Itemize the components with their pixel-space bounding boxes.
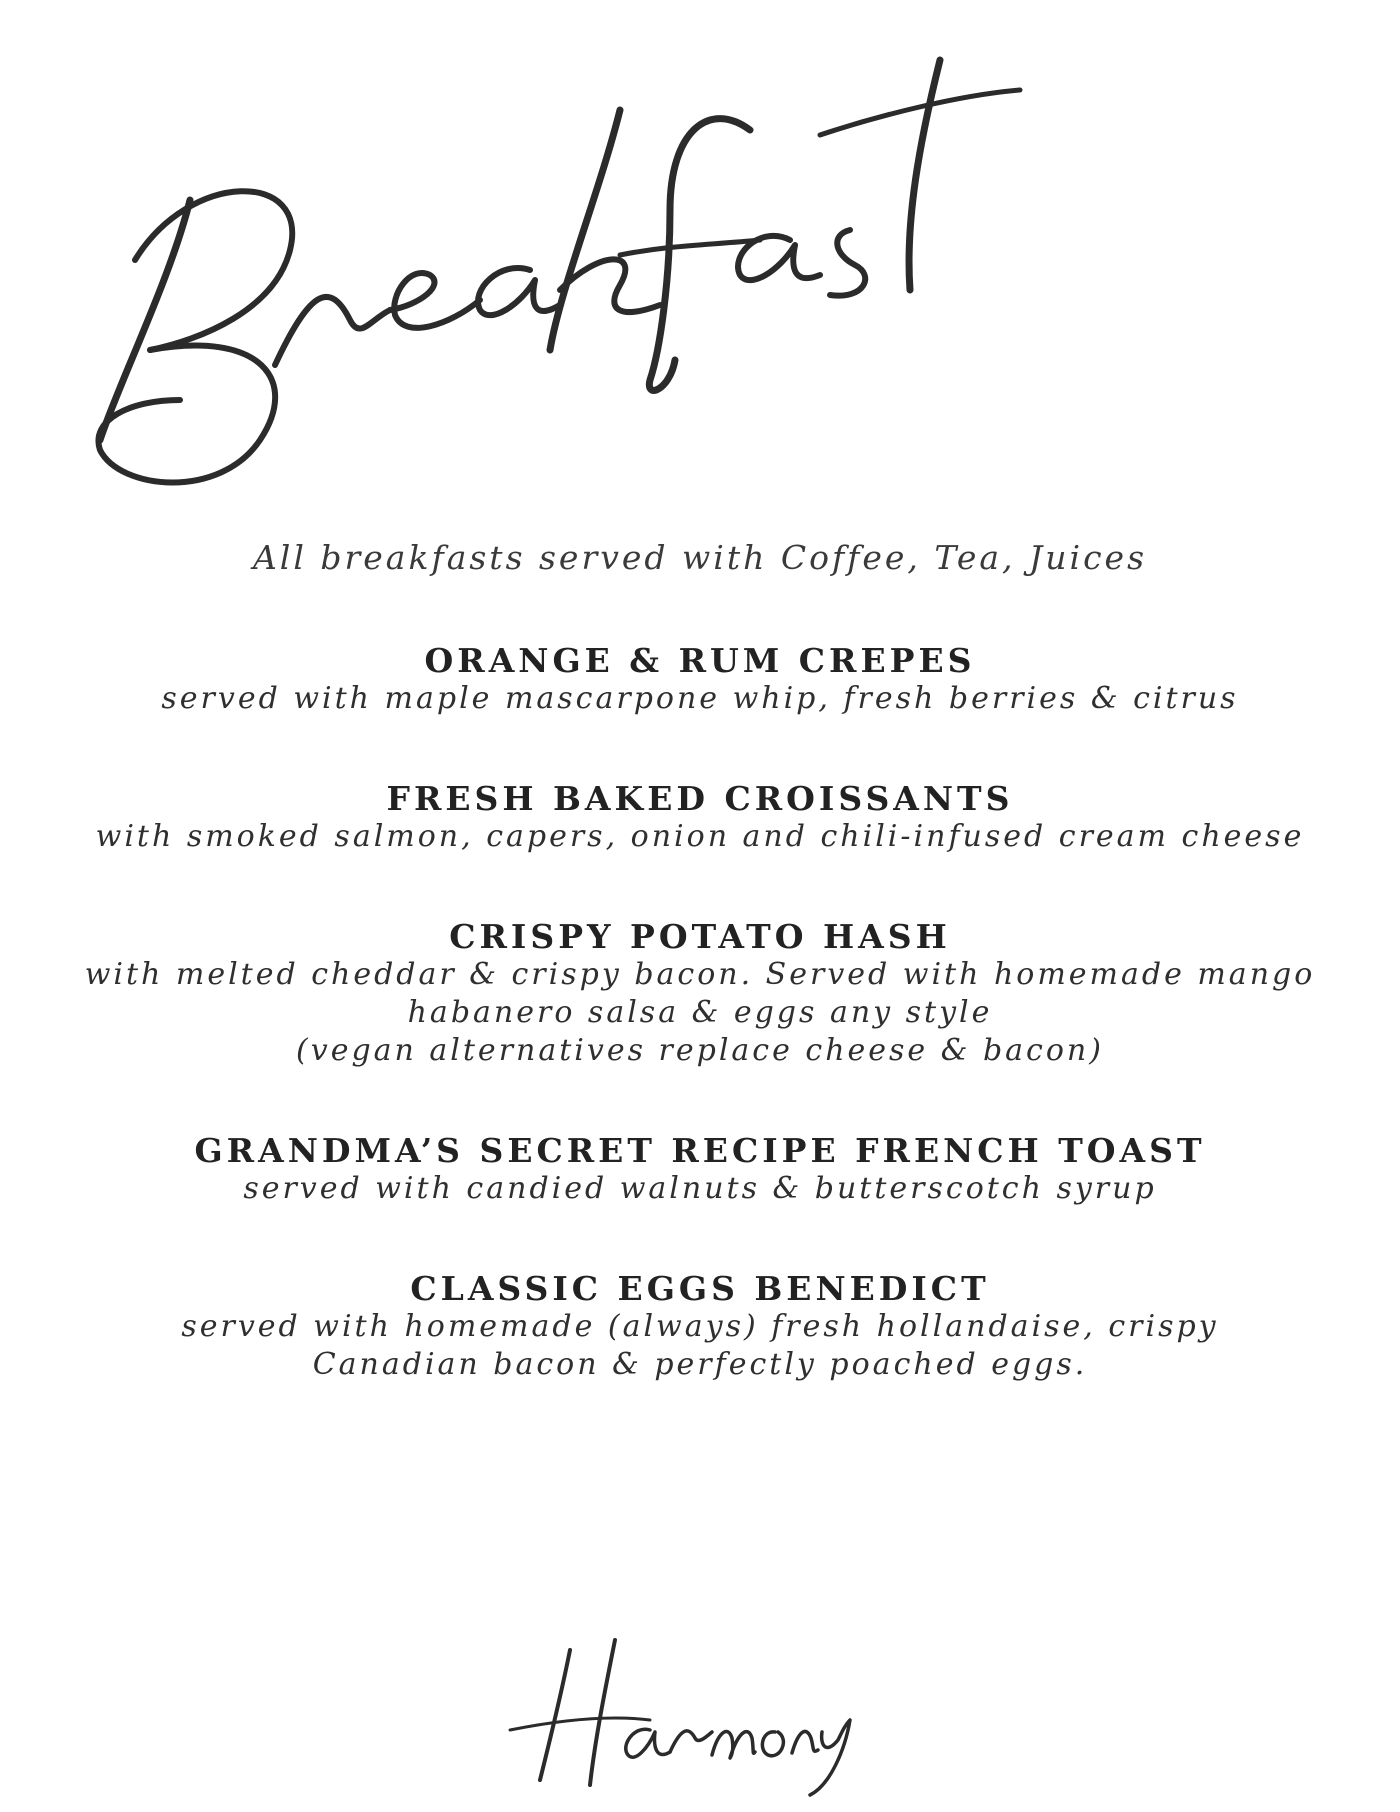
menu-item-description-line: served with homemade (always) fresh hollandaise, crispy — [181, 1309, 1219, 1344]
menu-title — [60, 20, 1180, 540]
harmony-script-logo — [500, 1620, 900, 1800]
menu-item-description-line: habanero salsa & eggs any style — [407, 995, 993, 1030]
breakfast-script-logo — [60, 20, 1180, 540]
menu-item-name: ORANGE & RUM CREPES — [424, 641, 976, 680]
menu-item-description — [0, 1170, 1400, 1208]
menu-item-description — [0, 818, 1400, 856]
menu-item-description — [0, 956, 1400, 1070]
menu-item-name: GRANDMA’S SECRET RECIPE FRENCH TOAST — [194, 1131, 1206, 1170]
menu-item — [0, 918, 1400, 1070]
menu-item-description-line: Canadian bacon & perfectly poached eggs. — [312, 1347, 1088, 1382]
menu-item-description — [0, 680, 1400, 718]
harmony-signature — [500, 1620, 900, 1800]
menu-item-name: FRESH BAKED CROISSANTS — [386, 779, 1014, 818]
menu-item — [0, 1132, 1400, 1208]
menu-item-description-line: served with candied walnuts & butterscotch syrup — [243, 1171, 1157, 1206]
menu-item — [0, 642, 1400, 718]
menu-item-description — [0, 1308, 1400, 1384]
menu-item-description-line: (vegan alternatives replace cheese & bacon) — [296, 1033, 1104, 1068]
menu-item — [0, 780, 1400, 856]
menu-items-list — [0, 642, 1400, 1446]
menu-item-name: CLASSIC EGGS BENEDICT — [410, 1269, 990, 1308]
menu-item-description-line: with smoked salmon, capers, onion and chili-infused cream cheese — [95, 819, 1305, 854]
menu-subtitle: All breakfasts served with Coffee, Tea, Juices — [252, 538, 1148, 577]
menu-item-name: CRISPY POTATO HASH — [449, 917, 951, 956]
menu-item-description-line: with melted cheddar & crispy bacon. Served with homemade mango — [84, 957, 1316, 992]
menu-item-description-line: served with maple mascarpone whip, fresh berries & citrus — [161, 681, 1239, 716]
menu-item — [0, 1270, 1400, 1384]
